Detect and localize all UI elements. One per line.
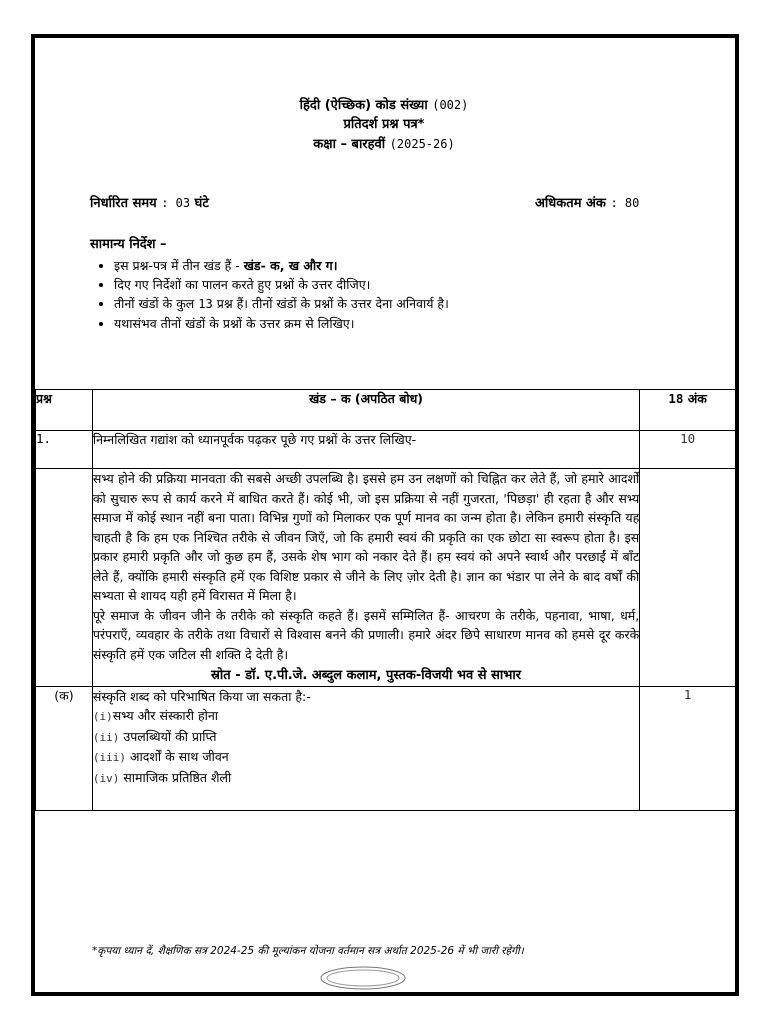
subquestion-number: (क) <box>36 686 93 810</box>
option-item: (iv) सामाजिक प्रतिष्ठित शैली <box>92 769 232 785</box>
instructions-list <box>90 256 449 333</box>
max-marks: अधिकतम अंक : 80 <box>535 196 640 211</box>
paper-subtitle: प्रतिदर्श प्रश्न पत्र* <box>343 117 425 132</box>
question-number: 1. <box>36 431 93 469</box>
subquestion-marks: 1 <box>640 686 736 810</box>
table-row <box>36 469 736 687</box>
section-marks: 18 अंक <box>640 390 736 431</box>
table-header-row <box>36 390 736 431</box>
question-text: निम्नलिखित गद्यांश को ध्यानपूर्वक पढ़कर पूछे गए प्रश्नों के उत्तर लिखिए- <box>92 431 639 469</box>
footnote: *कृपया ध्यान दें, शैक्षणिक सत्र 2024-25 की मूल्यांकन योजना वर्तमान सत्र अर्थात 2025-26 में भी जारी रहेगी। <box>92 945 524 957</box>
instruction-item: • तीनों खंडों के कुल 13 प्रश्न हैं। तीनों खंडों के प्रश्नों के उत्तर देना अनिवार्य है। <box>114 294 449 314</box>
question-table <box>35 389 736 811</box>
option-item: (iii) आदर्शों के साथ जीवन <box>92 749 229 764</box>
question-marks: 10 <box>640 431 736 469</box>
instruction-item: • यथासंभव तीनों खंडों के प्रश्नों के उत्तर क्रम से लिखिए। <box>114 314 449 333</box>
subquestion <box>92 686 639 810</box>
table-row <box>36 431 736 469</box>
header-question: प्रश्न <box>36 390 93 431</box>
passage-paragraph: पूरे समाज के जीवन जीने के तरीके को संस्कृति कहते हैं। इसमें सम्मिलित हैं- आचरण के तरीके, पहनावा, भाषा, धर्म, परंपराएँ, व्यवहार के तरीके तथा विचारों से विश्वास बनने की प्रणाली। हमारे अंदर छिपे साधारण मानव को हमसे दूर करके संस्कृति हमें एक जटिल सी शक्ति दे देती है। <box>92 607 640 662</box>
instruction-item: • इस प्रश्न-पत्र में तीन खंड हैं - खंड- क, ख और ग। <box>114 256 449 275</box>
section-title: खंड – क (अपठित बोध) <box>92 390 639 431</box>
time-allowed: निर्धारित समय : 03 घंटे <box>90 196 209 211</box>
decorative-ellipse <box>318 964 408 990</box>
instruction-item: • दिए गए निर्देशों का पालन करते हुए प्रश्नों के उत्तर दीजिए। <box>114 275 449 294</box>
option-item: (ii) उपलब्धियों की प्राप्ति <box>92 728 217 744</box>
passage-source: स्रोत - डॉ. ए.पी.जे. अब्दुल कलाम, पुस्तक-विजयी भव से साभार <box>211 668 522 683</box>
subquestion-text: संस्कृति शब्द को परिभाषित किया जा सकता है:- <box>92 688 311 704</box>
option-item: (i)सभ्य और संस्कारी होना <box>92 708 219 723</box>
paper-title: हिंदी (ऐच्छिक) कोड संख्या (002) <box>299 98 469 113</box>
passage-paragraph: सभ्य होने की प्रक्रिया मानवता की सबसे अच्छी उपलब्धि है। इससे हम उन लक्षणों को चिह्नित कर लेते हैं, जो हमारे आदर्शों को सुचारु रूप से कार्य करने में बाधित करते हैं। कोई भी, जो इस प्रक्रिया से नहीं गुजरता, 'पिछड़ा' ही रहता है और सभ्य समाज में कोई स्थान नहीं बना पाता। विभिन्न गुणों को मिलाकर एक पूर्ण मानव का जन्म होता है। लेकिन हमारी संस्कृति यह चाहती है कि हम एक निश्चित तरीके से जीवन जिएँ, जो कि हमारी स्वयं की प्रकृति का एक छोटा सा स्वरूप होता है। इस प्रकार हमारी प्रकृति और जो कुछ हम हैं, उसके शेष भाग को नकार देते हैं। हम स्वयं को अपने स्वार्थ और परछाईं में बाँट लेते हैं, क्योंकि हमारी संस्कृति हमें एक विशिष्ट प्रकार से जीने के लिए ज़ोर देती है। ज्ञान का भंडार पा लेने के बाद वर्षों की सभ्यता से शायद यही हमें विरासत में मिला है। <box>92 471 640 603</box>
table-row <box>36 686 736 810</box>
passage <box>92 469 639 687</box>
class-line: कक्षा – बारहवीं (2025-26) <box>313 137 455 152</box>
instructions-title: सामान्य निर्देश – <box>90 237 167 252</box>
